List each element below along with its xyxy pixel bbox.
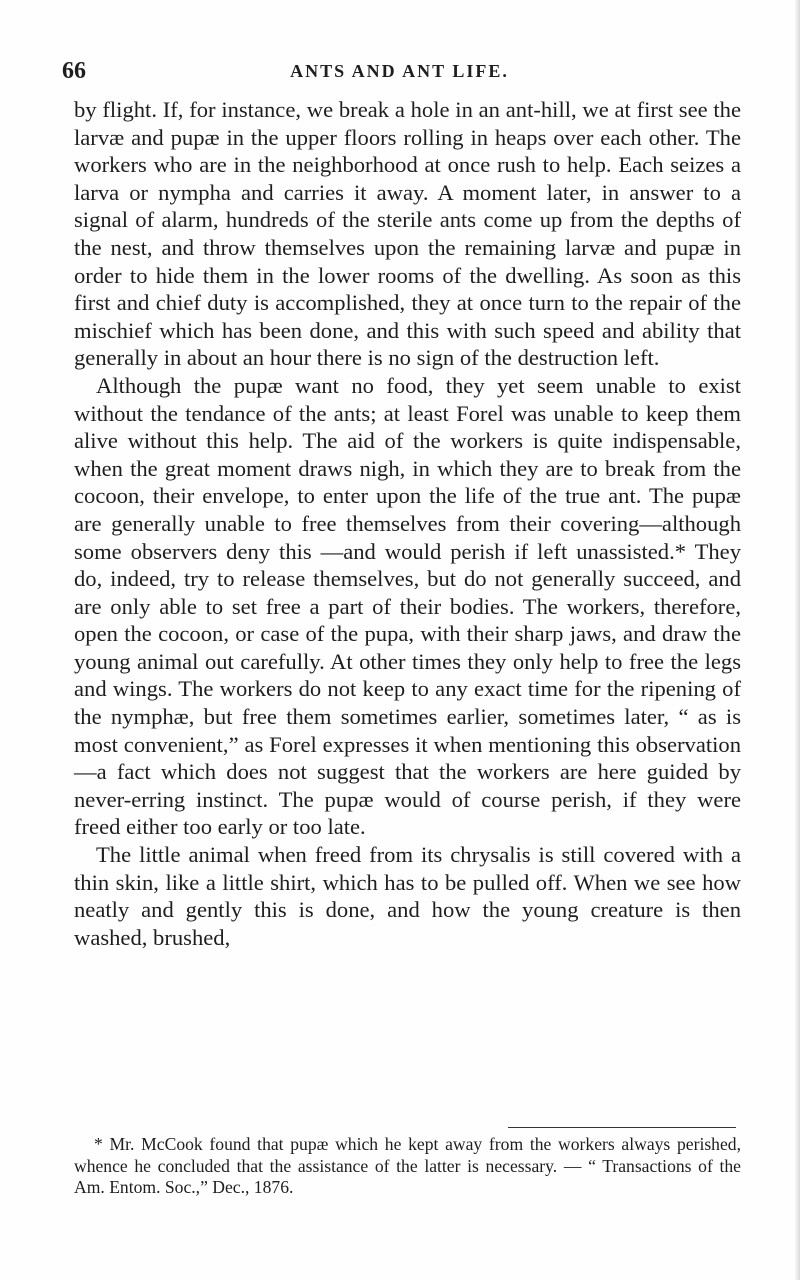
footnote-text: * Mr. McCook found that pupæ which he kept away from the workers always perished, whence he concluded that the assistance of the latter is necessary. — “ Transactions of the Am. Entom. Soc.,” Dec., 1876. [74, 1134, 741, 1197]
page-header [62, 56, 737, 86]
page-number: 66 [62, 58, 86, 84]
paragraph: by flight. If, for instance, we break a hole in an ant-hill, we at first see the larvæ and pupæ in the upper floors rolling in heaps over each other. The workers who are in the neighborhood at once rush to help. Each seizes a larva or nympha and carries it away. A moment later, in answer to a signal of alarm, hundreds of the sterile ants come up from the depths of the nest, and throw themselves upon the remaining larvæ and pupæ in order to hide them in the lower rooms of the dwelling. As soon as this first and chief duty is accomplished, they at once turn to the repair of the mischief which has been done, and this with such speed and ability that generally in about an hour there is no sign of the destruction left. [74, 97, 741, 371]
footnote-rule [508, 1127, 736, 1128]
running-title: ANTS AND ANT LIFE. [290, 61, 509, 81]
paragraph: Although the pupæ want no food, they yet seem unable to exist without the tendance of the ants; at least Forel was unable to keep them alive without this help. The aid of the workers is quite indispensable, when the great moment draws nigh, in which they are to break from the cocoon, their envelope, to enter upon the life of the true ant. The pupæ are generally unable to free themselves from their covering—although some observers deny this —and would perish if left unassisted.* They do, indeed, try to release themselves, but do not generally succeed, and are only able to set free a part of their bodies. The workers, therefore, open the cocoon, or case of the pupa, with their sharp jaws, and draw the young animal out carefully. At other times they only help to free the legs and wings. The workers do not keep to any exact time for the ripening of the nymphæ, but free them sometimes earlier, sometimes later, “ as is most convenient,” as Forel expresses it when mentioning this observation—a fact which does not suggest that the workers are here guided by never-erring instinct. The pupæ would of course perish, if they were freed either too early or too late. [74, 372, 741, 840]
footnote [74, 1134, 741, 1199]
paragraph: The little animal when freed from its chrysalis is still covered with a thin skin, like a little shirt, which has to be pulled off. When we see how neatly and gently this is done, and how the young creature is then washed, brushed, [74, 842, 741, 950]
body-text [74, 96, 741, 951]
page-edge-shadow [794, 0, 800, 1280]
